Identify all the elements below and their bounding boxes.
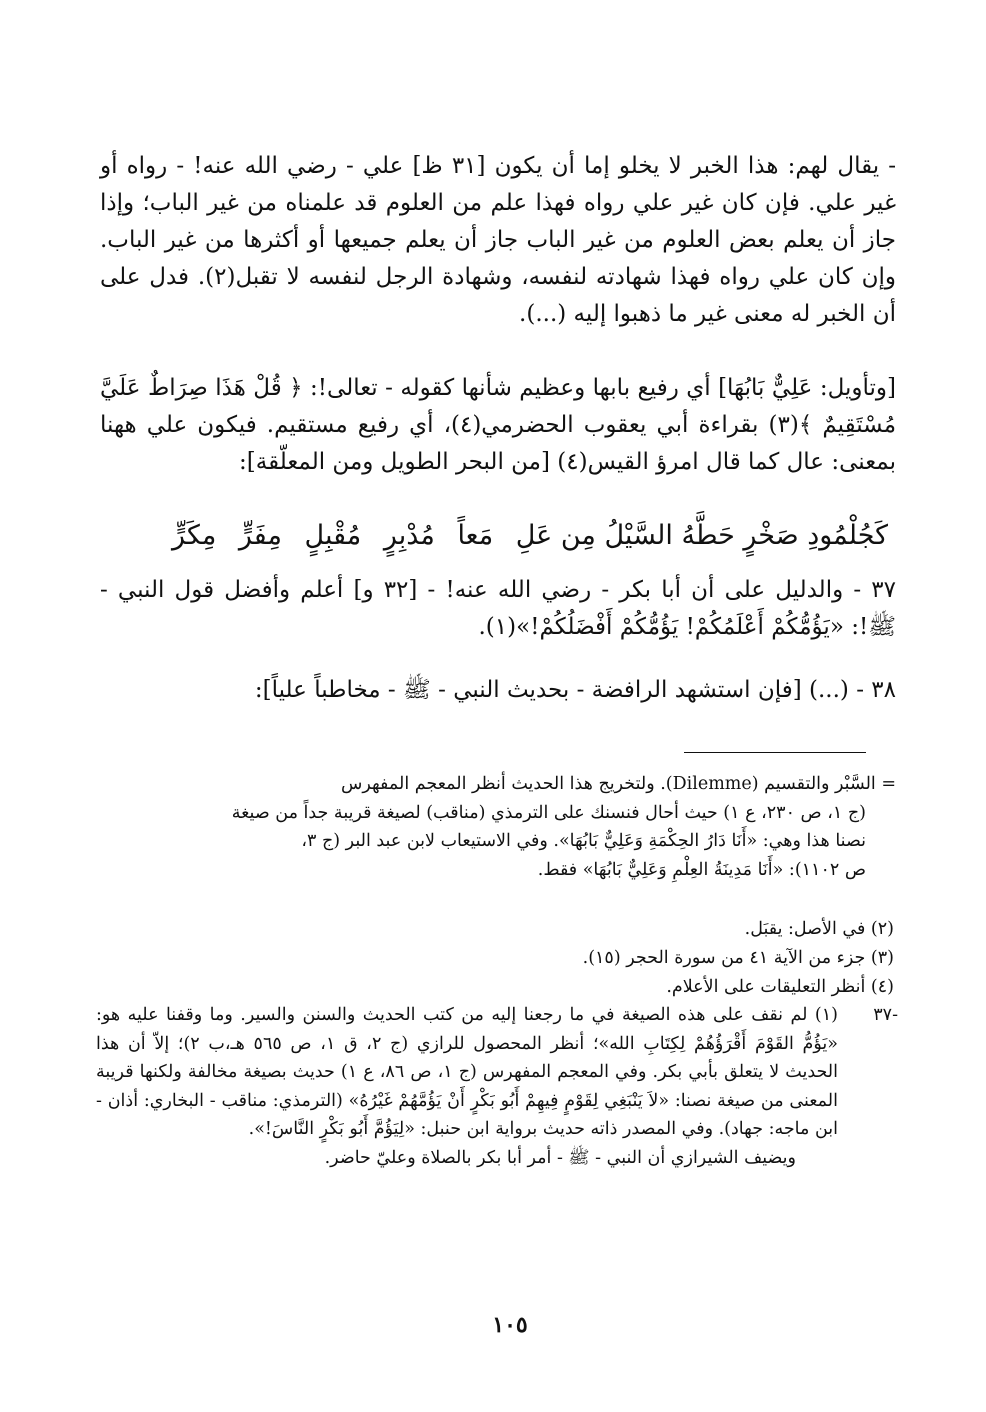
footnote-4: (٤) أنظر التعليقات على الأعلام. bbox=[666, 977, 894, 997]
verse-word-2: مِفَرٍّ bbox=[238, 519, 282, 551]
footnote-section-37 bbox=[96, 1001, 896, 1172]
main-paragraph-38: ٣٨ - (...) [فإن استشهد الرافضة - بحديث النبي - ﷺ - مخاطباً علياً]: bbox=[254, 677, 896, 703]
footnote-continuation-line-1: = السَّبْر والتقسيم (Dilemme). ولتخريج هذا الحديث أنظر المعجم المفهرس bbox=[340, 774, 896, 794]
footnote-continuation-line-3: نصنا هذا وهي: «أَنَا دَارُ الحِكْمَةِ وَعَلِيٌّ بَابُهَا». وفي الاستيعاب لابن عبد البر (ج ٣، bbox=[301, 831, 866, 851]
poetry-verse bbox=[172, 512, 888, 558]
footnote-section-tag: -٣٧ bbox=[873, 1005, 898, 1025]
main-paragraph-37: ٣٧ - والدليل على أن أبا بكر - رضي الله عنه! - [٣٢ و] أعلم وأفضل قول النبي - ﷺ!: «يَؤُمُّكُمْ أَعْلَمُكُمْ! يَؤُمُّكُمْ أَفْضَلُكُمْ!»(١). bbox=[100, 577, 896, 640]
page-number: ١٠٥ bbox=[492, 1312, 528, 1338]
verse-hemistich-2: كَجُلْمُودِ صَخْرٍ حَطَّهُ السَّيْلُ مِن عَلِ bbox=[515, 519, 888, 551]
footnote-37-1: (١) لم نقف على هذه الصيغة في ما رجعنا إليه من كتب الحديث والسنن والسير. وما وقفنا عليه هو: «يَؤُمُّ القَوْمَ أَقْرَؤُهُمْ لِكِتَابِ الله»؛ أنظر المحصول للرازي (ج ٢، ق ١، ص ٥٦٥ هـ،ب ٢)؛ إلاّ أن هذا الحديث لا يتعلق بأبي بكر. وفي المعجم المفهرس (ج ١، ص ٨٦، ع ١) حديث بصيغة مخالفة ولكنها قريبة المعنى من صيغة نصنا: «لاَ يَنْبَغِي لِقَوْمٍ فِيهِمْ أَبُو بَكْرٍ أَنْ يَؤُمَّهُمْ غَيْرُهُ» (الترمذي: مناقب - البخاري: أذان - ابن ماجه: جهاد). وفي المصدر ذاته حديث برواية ابن حنبل: «لِيَؤُمَّ أَبُو بَكْرٍ النَّاسَ!». bbox=[96, 1005, 839, 1139]
footnote-37-addendum: ويضيف الشيرازي أن النبي - ﷺ - أمر أبا بكر بالصلاة وعليّ حاضر. bbox=[324, 1147, 796, 1168]
verse-word-4: مُدْبِرٍ bbox=[383, 519, 435, 551]
footnote-3: (٣) جزء من الآية ٤١ من سورة الحجر (١٥). bbox=[582, 948, 894, 968]
footnote-continuation-line-4: ص ١١٠٢): «أَنَا مَدِينَةُ العِلْمِ وَعَلِيٌّ بَابُهَا» فقط. bbox=[537, 859, 866, 880]
main-paragraph-1: - يقال لهم: هذا الخبر لا يخلو إما أن يكون [٣١ ظ] علي - رضي الله عنه! - رواه أو غير علي. فإن كان غير علي رواه فهذا علم من العلوم قد علمناه من غير الباب؛ وإذا جاز أن يعلم بعض العلوم من غير الباب جاز أن يعلم جميعها أو أكثرها من غير الباب. وإن كان علي رواه فهذا شهادته لنفسه، وشهادة الرجل لنفسه لا تقبل(٢). فدل على أن الخبر له معنى غير ما ذهبوا إليه (...). bbox=[100, 153, 897, 327]
footnote-continuation bbox=[96, 770, 896, 884]
footnote-continuation-line-2: (ج ١، ص ٢٣٠، ع ١) حيث أحال فنسنك على الترمذي (مناقب) لصيغة قريبة جداً من صيغة bbox=[231, 802, 866, 823]
footnote-separator bbox=[684, 752, 866, 753]
main-paragraph-2: [وتأويل: عَلِيٌّ بَابُهَا] أي رفيع بابها وعظيم شأنها كقوله - تعالى!: ﴿ قُلْ هَذَا صِرَاطٌ عَلَيَّ مُسْتَقِيمٌ ﴾(٣) بقراءة أبي يعقوب الحضرمي(٤)، أي رفيع مستقيم. فيكون علي ههنا بمعنى: عال كما قال امرؤ القيس(٤) [من البحر الطويل ومن المعلّقة]: bbox=[100, 375, 897, 475]
verse-word-1: مِكَرٍّ bbox=[172, 519, 217, 551]
verse-word-3: مُقْبِلٍ bbox=[304, 519, 362, 551]
footnote-2: (٢) في الأصل: يقبَل. bbox=[744, 919, 894, 939]
verse-word-5: مَعاً bbox=[457, 519, 494, 551]
